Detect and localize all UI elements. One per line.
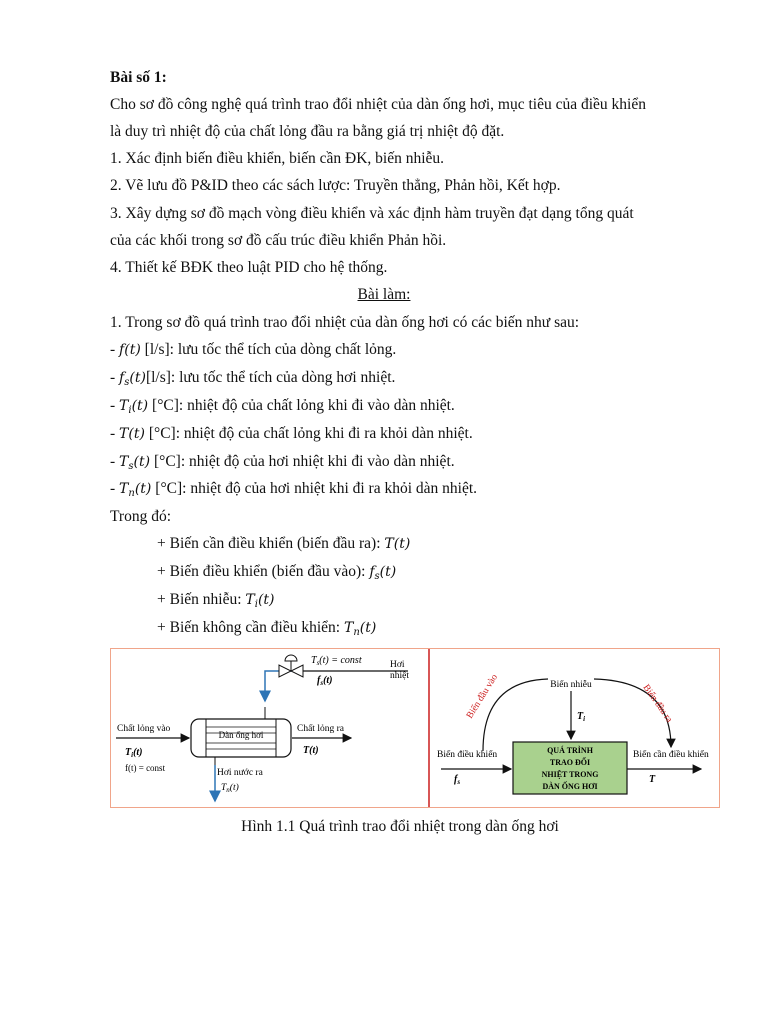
steam-out-label: Hơi nước ra: [217, 768, 263, 778]
variable-item: - f(t) [l/s]: lưu tốc thể tích của dòng chất lỏng.: [110, 341, 397, 358]
variable-item: - T(t) [°C]: nhiệt độ của chất lỏng khi đi ra khỏi dàn nhiệt.: [110, 425, 473, 442]
block-t-label: T: [649, 774, 656, 785]
fs-label: $f_s(t)$: [317, 675, 333, 687]
block-diagram: [437, 672, 709, 794]
variable-item: - $T_s(t)$ [°C]: nhiệt độ của hơi nhiệt khi đi vào dàn nhiệt.: [110, 453, 455, 472]
heat-exchanger-label: Dàn ống hơi: [218, 730, 264, 740]
steam-label-2: nhiệt: [390, 671, 409, 681]
answer-1-intro: 1. Trong sơ đồ quá trình trao đổi nhiệt của dàn ống hơi có các biến như sau:: [110, 314, 580, 331]
block-line-4: DÀN ỐNG HƠI: [542, 782, 598, 791]
exercise-heading: Bài số 1:: [110, 69, 167, 86]
question-3a: 3. Xây dựng sơ đồ mạch vòng điều khiển và xác định hàm truyền đạt dạng tổng quát: [110, 205, 634, 222]
input-arc-label: Biến đầu vào: [465, 672, 501, 721]
math-symbol: T(t): [384, 536, 411, 552]
figure-caption: Hình 1.1 Quá trình trao đổi nhiệt trong dàn ống hơi: [241, 818, 559, 835]
role-item: + Biến nhiễu: $T_i(t)$: [157, 591, 275, 610]
where-label: Trong đó:: [110, 508, 172, 525]
intro-line-1: Cho sơ đồ công nghệ quá trình trao đổi nhiệt của dàn ống hơi, mục tiêu của điều khiển: [110, 96, 646, 113]
block-fs-label: $f_s$: [454, 774, 461, 786]
steam-label-1: Hơi: [390, 660, 405, 670]
math-symbol: $T_s(t)$: [119, 454, 151, 472]
block-line-2: TRAO ĐỔI: [549, 758, 591, 767]
tn-label: $T_n(t)$: [221, 783, 239, 794]
math-symbol: $T_n(t)$: [343, 620, 377, 638]
measured-var-label: Biến cần điều khiển: [633, 750, 709, 760]
variable-item: - $f_s(t)[l/s]$: lưu tốc thể tích của dòng hơi nhiệt.: [110, 369, 396, 388]
role-item: + Biến cần điều khiển (biến đầu ra): T(t): [157, 535, 411, 552]
role-item: + Biến không cần điều khiển: $T_n(t)$: [157, 619, 377, 638]
role-item: + Biến điều khiển (biến đầu vào): $f_s(t)$: [157, 563, 397, 582]
liquid-in-label: Chất lỏng vào: [117, 724, 171, 734]
math-symbol: $T_i(t)$: [119, 398, 149, 416]
question-4: 4. Thiết kế BĐK theo luật PID cho hệ thống.: [110, 259, 388, 276]
answer-title: Bài làm:: [357, 286, 411, 303]
control-valve-icon: [279, 655, 303, 677]
process-diagram: [116, 655, 409, 801]
t-out-label: T(t): [303, 745, 319, 756]
intro-line-2: là duy trì nhiệt độ của chất lỏng đầu ra bằng giá trị nhiệt độ đặt.: [110, 123, 505, 140]
f-const-label: f(t) = const: [125, 763, 166, 773]
question-1: 1. Xác định biến điều khiển, biến cần ĐK, biến nhiễu.: [110, 150, 445, 167]
variable-item: - $T_i(t)$ [°C]: nhiệt độ của chất lỏng khi đi vào dàn nhiệt.: [110, 397, 455, 416]
math-symbol: $f_s(t)$: [369, 564, 397, 582]
liquid-out-label: Chất lỏng ra: [297, 724, 344, 734]
ti-label: $T_i(t)$: [125, 747, 143, 759]
block-ti-label: $T_i$: [577, 711, 586, 723]
question-3b: của các khối trong sơ đồ cấu trúc điều khiển Phản hồi.: [110, 232, 447, 249]
math-symbol: $f_s(t)$: [119, 370, 146, 388]
block-line-3: NHIỆT TRONG: [541, 770, 599, 779]
question-2: 2. Vẽ lưu đồ P&ID theo các sách lược: Truyền thẳng, Phản hồi, Kết hợp.: [110, 177, 561, 194]
disturbance-label: Biến nhiễu: [550, 680, 592, 690]
math-symbol: T(t): [119, 426, 145, 442]
figure-1-1: [110, 648, 720, 808]
control-var-label: Biến điều khiển: [437, 750, 498, 760]
math-symbol: f(t): [119, 342, 141, 358]
math-symbol: $T_n(t)$: [119, 481, 152, 499]
block-line-1: QUÁ TRÌNH: [547, 746, 593, 755]
figure-svg: [111, 649, 719, 807]
ts-const-label: $T_s(t)$ = const: [311, 655, 362, 667]
output-arc-label: Biến đầu ra: [640, 682, 674, 725]
math-symbol: $T_i(t)$: [245, 592, 275, 610]
variable-item: - $T_n(t)$ [°C]: nhiệt độ của hơi nhiệt khi đi ra khỏi dàn nhiệt.: [110, 480, 478, 499]
